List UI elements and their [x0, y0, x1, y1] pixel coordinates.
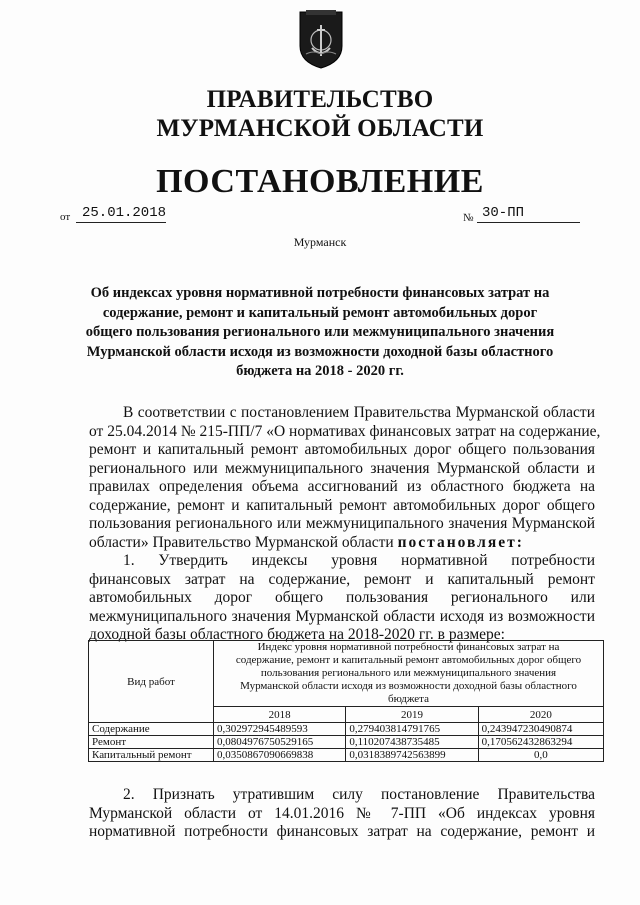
table-row — [89, 736, 604, 749]
table-cell: 0,0 — [478, 749, 603, 762]
index-header-line: бюджета — [387, 693, 429, 705]
year-header: 2018 — [214, 707, 346, 723]
preamble-line: пользования регионального или межмуниципального значения Мурманской — [89, 515, 595, 532]
item-2-paragraph — [89, 786, 595, 842]
index-header — [214, 641, 604, 707]
index-header-line: содержание, ремонт и капитальный ремонт автомобильных дорог общего — [235, 654, 582, 666]
date-prefix: от — [60, 211, 71, 223]
item-1-line: доходной базы областного бюджета на 2018-2020 гг. в размере: — [89, 626, 505, 643]
table-cell: 0,279403814791765 — [346, 723, 478, 736]
date-underline — [76, 222, 166, 223]
row-name: Содержание — [89, 723, 214, 736]
index-header-line: пользования регионального или межмуниципального значения — [260, 667, 557, 679]
city: Мурманск — [293, 235, 347, 249]
table-cell: 0,110207438735485 — [346, 736, 478, 749]
document-type: ПОСТАНОВЛЕНИЕ — [156, 163, 484, 200]
number-prefix: № — [463, 212, 474, 224]
preamble-paragraph — [89, 404, 601, 552]
item-2-line: нормативной потребности финансовых затрат на содержание, ремонт и — [89, 823, 595, 840]
preamble-line: от 25.04.2014 № 215-ПП/7 «О нормативах финансовых затрат на содержание, — [89, 422, 601, 440]
item-1-line: финансовых затрат на содержание, ремонт и капитальный ремонт — [89, 570, 595, 588]
row-name: Ремонт — [89, 736, 214, 749]
row-name: Капитальный ремонт — [89, 749, 214, 762]
org-name-line2: МУРМАНСКОЙ ОБЛАСТИ — [156, 115, 484, 142]
table-cell: 0,243947230490874 — [478, 723, 603, 736]
year-header: 2020 — [478, 707, 603, 723]
table-cell: 0,0350867090669838 — [214, 749, 346, 762]
subject-line: бюджета на 2018 - 2020 гг. — [236, 363, 404, 379]
item-2-line: 2. Признать утратившим силу постановление Правительства — [123, 786, 595, 803]
preamble-last-line — [89, 534, 595, 553]
item-2-line: Мурманской области от 14.01.2016 № 7-ПП «Об индексах уровня — [89, 804, 595, 822]
preamble-line: ремонт и капитальный ремонт автомобильных дорог общего пользования — [89, 441, 595, 458]
item-1-line: межмуниципального значения Мурманской области исходя из возможности — [89, 607, 595, 625]
subject-line: Мурманской области исходя из возможности доходной базы областного — [86, 343, 554, 360]
preamble-line: содержание, ремонт и капитальный ремонт автомобильных дорог общего — [89, 496, 595, 514]
document-date: 25.01.2018 — [82, 205, 167, 221]
table-cell: 0,0318389742563899 — [346, 749, 478, 762]
item-1-line: автомобильных дорог общего пользования регионального или — [89, 589, 595, 606]
index-header-line: Мурманской области исходя из возможности доходной базы областного — [240, 680, 577, 692]
preamble-line: В соответствии с постановлением Правительства Мурманской области — [123, 404, 595, 421]
subject-line: общего пользования регионального или межмуниципального значения — [85, 324, 555, 340]
number-underline — [477, 222, 580, 223]
subject-line: содержание, ремонт и капитальный ремонт автомобильных дорог — [102, 304, 538, 321]
preamble-line: области» Правительство Мурманской области — [89, 533, 394, 551]
item-1-paragraph — [89, 552, 595, 645]
table-cell: 0,0804976750529165 — [214, 736, 346, 749]
resolves-word: постановляет: — [397, 533, 524, 551]
indexes-table — [88, 640, 604, 762]
index-header-line: Индекс уровня нормативной потребности финансовых затрат на — [257, 641, 560, 653]
table-row — [89, 723, 604, 736]
org-name-line1: ПРАВИТЕЛЬСТВО — [206, 86, 434, 113]
item-1-line: 1. Утвердить индексы уровня нормативной потребности — [123, 552, 595, 569]
table-row — [89, 749, 604, 762]
subject-line: Об индексах уровня нормативной потребности финансовых затрат на — [90, 285, 550, 301]
preamble-line: регионального или межмуниципального значения Мурманской области и — [89, 459, 595, 477]
preamble-line: правилах определения объема ассигнований из областного бюджета на — [89, 478, 595, 495]
document-number: 30-ПП — [482, 205, 525, 221]
document-subject — [0, 284, 640, 382]
col-label-header: Вид работ — [89, 641, 214, 723]
table-cell: 0,170562432863294 — [478, 736, 603, 749]
coat-of-arms-emblem — [296, 10, 346, 70]
table-cell: 0,302972945489593 — [214, 723, 346, 736]
year-header: 2019 — [346, 707, 478, 723]
